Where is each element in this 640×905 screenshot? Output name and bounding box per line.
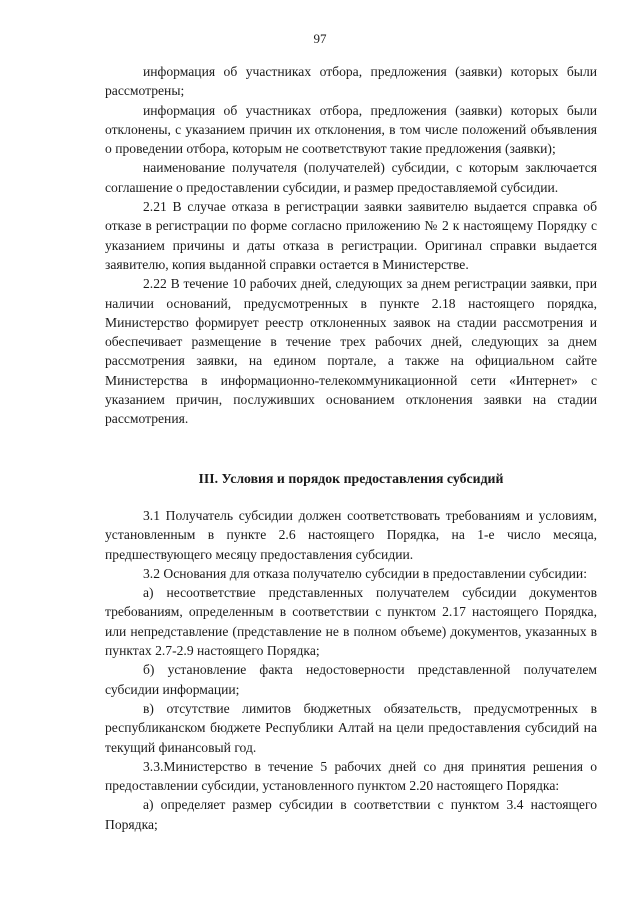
- paragraph-3-1: 3.1 Получатель субсидии должен соответствовать требованиям и условиям, установленным в пункте 2.6 настоящего Порядка, на 1-е число месяца, предшествующего месяцу предоставления субсидии.: [105, 508, 597, 562]
- list-item-b: б) установление факта недостоверности представленной получателем субсидии информации;: [105, 662, 597, 697]
- page-number: 97: [313, 31, 327, 46]
- list-item-c: в) отсутствие лимитов бюджетных обязательств, предусмотренных в республиканском бюджете Республики Алтай на цели предоставления субсидий на текущий финансовый год.: [105, 700, 597, 755]
- section-2-continuation: [105, 62, 597, 429]
- paragraph-3-3: 3.3.Министерство в течение 5 рабочих дней со дня принятия решения о предоставлении субсидии, установленного пунктом 2.20 настоящего Порядка:: [105, 758, 597, 794]
- paragraph: информация об участниках отбора, предложения (заявки) которых были рассмотрены;: [105, 64, 597, 99]
- section-heading: III. Условия и порядок предоставления субсидий: [198, 471, 504, 486]
- paragraph-2-22: 2.22 В течение 10 рабочих дней, следующих за днем регистрации заявки, при наличии оснований, предусмотренных в пункте 2.18 настоящего порядка, Министерство формирует реестр отклоненных заявок на стадии рассмотрения и обеспечивает размещение в течение трех рабочих дней, следующих за днем рассмотрения заявки, на едином портале, а также на официальном сайте Министерства в информационно-телекоммуникационной сети «Интернет» с указанием причин, послуживших основанием отклонения заявки на стадии рассмотрения.: [105, 276, 597, 427]
- section-3-body: [105, 506, 597, 834]
- paragraph: информация об участниках отбора, предложения (заявки) которых были отклонены, с указанием причин их отклонения, в том числе положений объявления о проведении отбора, которым не соответствуют такие предложения (заявки);: [105, 102, 597, 157]
- paragraph: наименование получателя (получателей) субсидии, с которым заключается соглашение о предоставлении субсидии, и размер предоставляемой субсидии.: [105, 160, 597, 195]
- paragraph-2-21: 2.21 В случае отказа в регистрации заявки заявителю выдается справка об отказе в регистрации по форме согласно приложению № 2 к настоящему Порядку с указанием причины и даты отказа в регистрации. Оригинал справки выдается заявителю, копия выданной справки остается в Министерстве.: [105, 199, 597, 272]
- list-item-a: а) определяет размер субсидии в соответствии с пунктом 3.4 настоящего Порядка;: [105, 797, 597, 832]
- paragraph-3-2: 3.2 Основания для отказа получателю субсидии в предоставлении субсидии:: [143, 565, 587, 581]
- list-item-a: а) несоответствие представленных получателем субсидии документов требованиям, определенным в соответствии с пунктом 2.17 настоящего Порядка, или непредставление (представление не в полном объеме) документов, указанных в пунктах 2.7-2.9 настоящего Порядка;: [105, 585, 597, 659]
